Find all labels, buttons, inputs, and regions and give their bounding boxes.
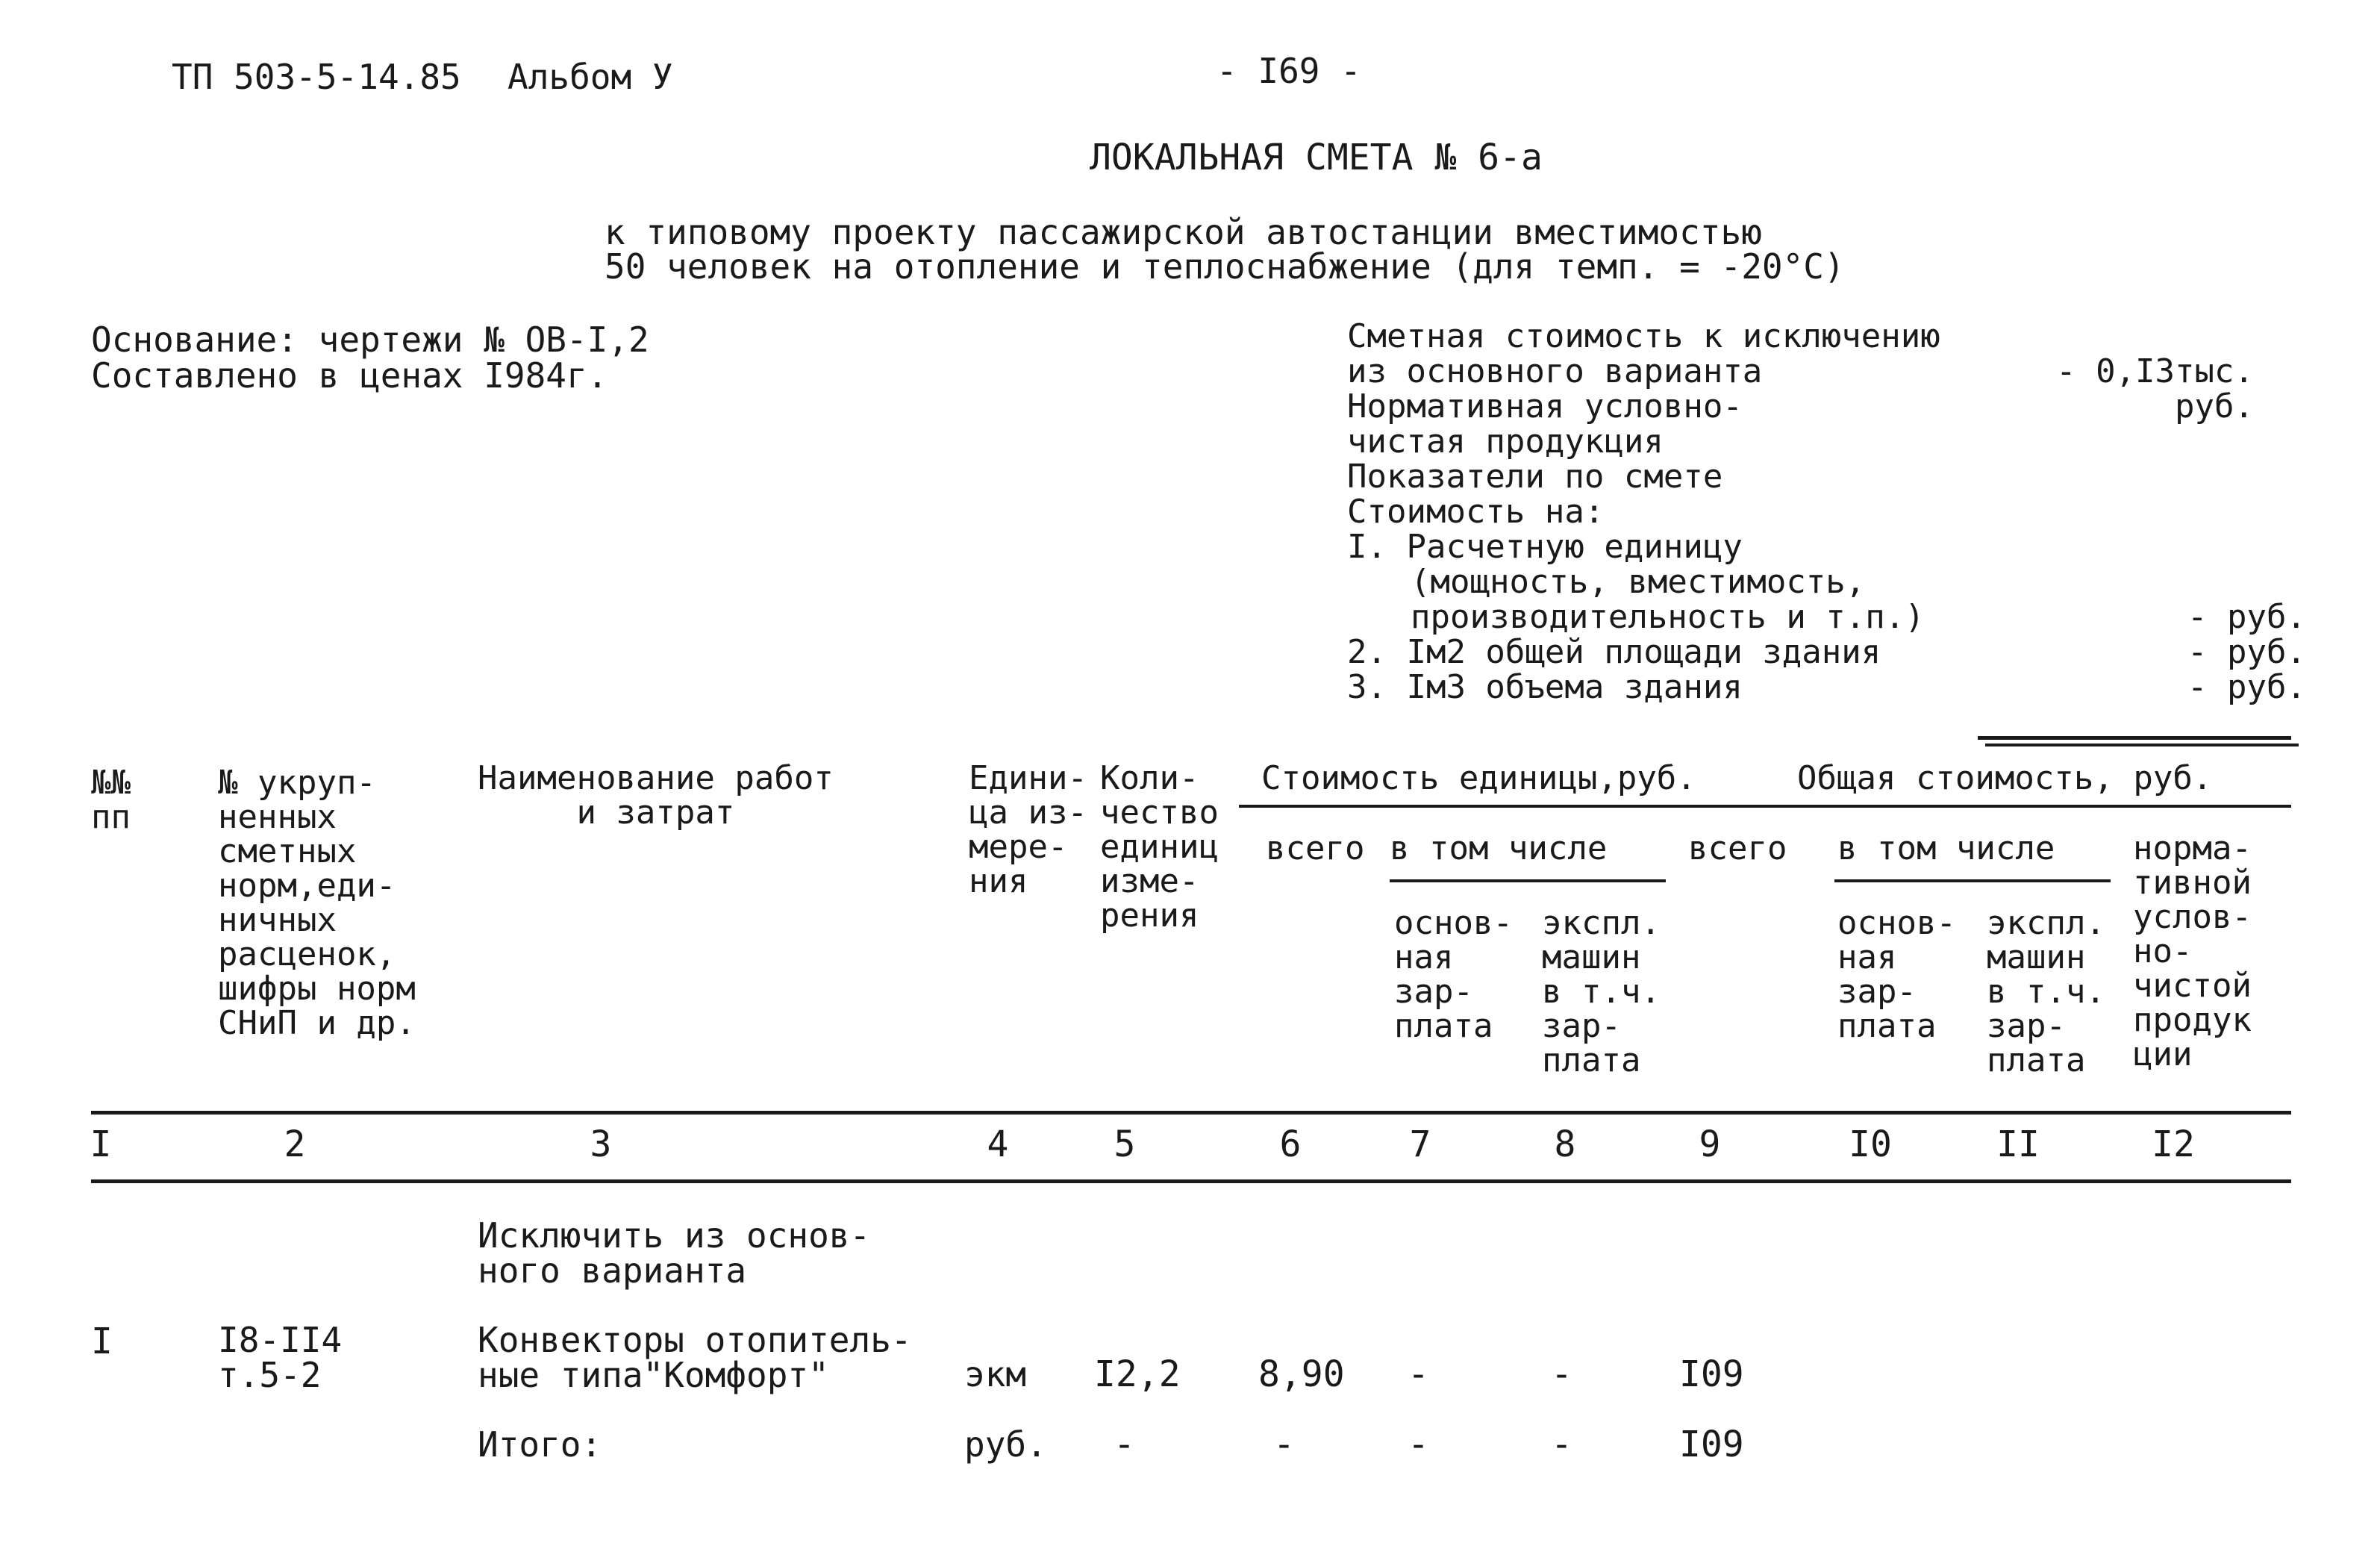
column-number: I2 — [2152, 1123, 2195, 1165]
row-unit-machines: - — [1551, 1353, 1572, 1395]
summary-line: 3. Iм3 объема здания — [1347, 668, 1743, 706]
summary-volume-cost: - руб. — [2187, 668, 2306, 706]
table-group-rule — [1239, 805, 2291, 808]
column-number: 9 — [1699, 1123, 1721, 1165]
column-number: 5 — [1114, 1123, 1136, 1165]
column-number: II — [1996, 1123, 2040, 1165]
header-norm-code: № укруп- ненных сметных норм,еди- ничных расценок, шифры норм СНиП и др. — [218, 764, 416, 1042]
summary-line: (мощность, вместимость, — [1411, 563, 1866, 601]
estimate-title: ЛОКАЛЬНАЯ СМЕТА № 6-а — [1090, 137, 1543, 178]
column-number: 6 — [1279, 1123, 1302, 1165]
header-total-base-pay: основ- ная зар- плата — [1837, 904, 1956, 1045]
header-unit-including: в том числе — [1390, 829, 1608, 867]
subtitle-line-1: к типовому проекту пассажирской автостанции вместимостью — [605, 212, 1762, 252]
summary-line: из основного варианта — [1347, 352, 1763, 390]
summary-area-cost: - руб. — [2187, 633, 2306, 671]
header-quantity: Коли- чество единиц изме- рения — [1100, 759, 1219, 935]
total-unit-total: - — [1273, 1424, 1295, 1465]
total-unit-base-pay: - — [1408, 1424, 1429, 1465]
subtitle-line-2: 50 человек на отопление и теплоснабжение (для темп. = -20°C) — [605, 246, 1845, 287]
summary-line: 2. Iм2 общей площади здания — [1347, 633, 1881, 671]
column-number: 4 — [987, 1123, 1009, 1165]
summary-line: Нормативная условно- — [1347, 387, 1743, 426]
basis-drawings: Основание: чертежи № ОВ-I,2 — [91, 319, 649, 360]
summary-line: Сметная стоимость к исключению — [1347, 317, 1940, 355]
header-work-name: Наименование работ и затрат — [478, 759, 834, 832]
summary-excluded-cost: - 0,I3тыс. — [2056, 352, 2254, 390]
section-title: Исключить из основ- ного варианта — [478, 1215, 871, 1291]
header-total-machines: экспл. машин в т.ч. зар- плата — [1987, 904, 2105, 1079]
summary-unit-cost: - руб. — [2187, 598, 2306, 636]
total-label: Итого: — [478, 1424, 602, 1465]
row-unit-base-pay: - — [1408, 1353, 1429, 1395]
total-unit: руб. — [964, 1424, 1047, 1465]
table-top-rule-right — [1978, 736, 2291, 740]
header-unit-total: всего — [1266, 829, 1365, 867]
total-quantity: - — [1114, 1424, 1135, 1465]
header-total-total: всего — [1688, 829, 1787, 867]
header-total-cost-group: Общая стоимость, руб. — [1797, 759, 2213, 797]
row-unit-total: 8,90 — [1258, 1353, 1345, 1395]
row-number: I — [91, 1321, 113, 1362]
header-net-product: норма- тивной услов- но- чистой продук ции — [2133, 829, 2252, 1073]
row-norm-code: I8-II4 т.5-2 — [218, 1320, 343, 1395]
table-top-rule-right — [1985, 744, 2299, 746]
summary-line: Стоимость на: — [1347, 493, 1605, 531]
header-unit-cost-group: Стоимость единицы,руб. — [1261, 759, 1696, 797]
column-number: 7 — [1409, 1123, 1431, 1165]
row-total: I09 — [1679, 1353, 1744, 1395]
page-number: - I69 - — [1216, 51, 1361, 91]
unit-cost-subgroup-rule — [1390, 879, 1666, 882]
column-number: 8 — [1554, 1123, 1576, 1165]
header-unit: Едини- ца из- мере- ния — [969, 759, 1087, 900]
summary-line: производительность и т.п.) — [1411, 598, 1925, 636]
header-unit-machines: экспл. машин в т.ч. зар- плата — [1542, 904, 1661, 1079]
total-unit-machines: - — [1551, 1424, 1572, 1465]
document-code: ТП 503-5-14.85 — [172, 57, 461, 97]
total-cost-subgroup-rule — [1834, 879, 2111, 882]
column-numbers-bottom-rule — [91, 1179, 2291, 1183]
column-number: I0 — [1849, 1123, 1892, 1165]
header-unit-base-pay: основ- ная зар- плата — [1394, 904, 1513, 1045]
album-label: Альбом У — [507, 57, 673, 97]
header-row-number: №№ пп — [91, 764, 131, 836]
basis-prices: Составлено в ценах I984г. — [91, 355, 608, 396]
column-number: I — [90, 1123, 112, 1165]
row-work-name: Конвекторы отопитель- ные типа"Комфорт" — [478, 1320, 912, 1395]
table-header-bottom-rule — [91, 1111, 2291, 1115]
column-number: 2 — [284, 1123, 306, 1165]
summary-line: чистая продукция — [1347, 423, 1664, 461]
summary-line: I. Расчетную единицу — [1347, 528, 1743, 566]
summary-line: Показатели по смете — [1347, 458, 1723, 496]
column-number: 3 — [590, 1123, 612, 1165]
summary-unit: руб. — [2175, 387, 2254, 426]
total-sum: I09 — [1679, 1424, 1744, 1465]
row-unit: экм — [964, 1354, 1027, 1394]
row-quantity: I2,2 — [1094, 1353, 1181, 1395]
header-total-including: в том числе — [1837, 829, 2055, 867]
